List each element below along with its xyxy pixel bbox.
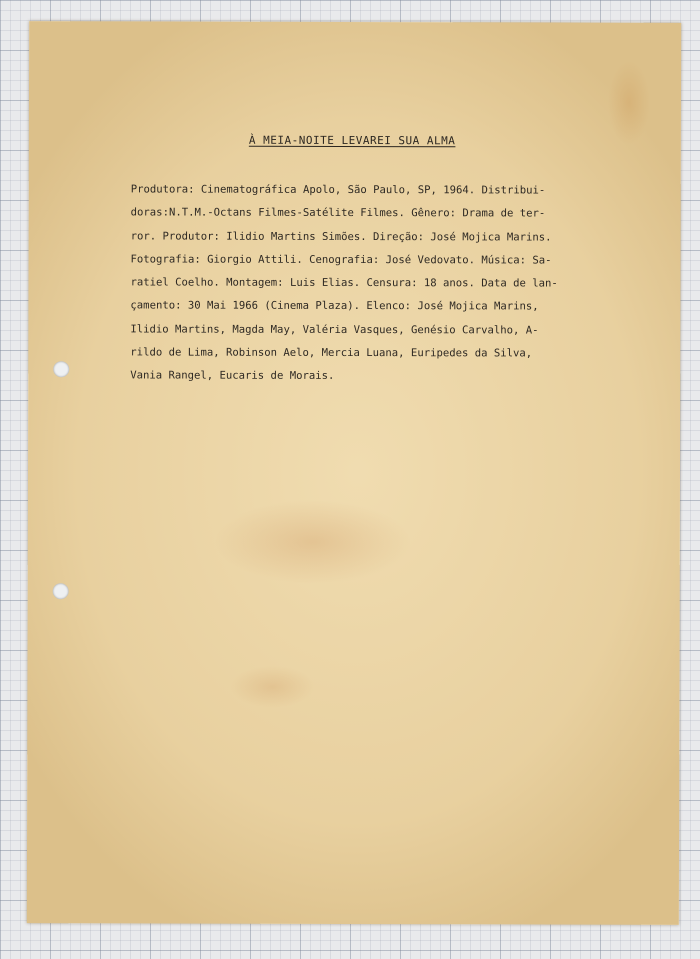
body-line: Fotografia: Giorgio Attili. Cenografia: José Vedovato. Música: Sa- [130, 253, 552, 267]
document-sheet [27, 21, 681, 925]
punch-hole [53, 583, 69, 599]
body-line: ratiel Coelho. Montagem: Luis Elias. Censura: 18 anos. Data de lan- [130, 276, 558, 290]
body-line: Produtora: Cinematográfica Apolo, São Paulo, SP, 1964. Distribui- [130, 183, 546, 197]
document-body [130, 178, 601, 389]
body-line: çamento: 30 Mai 1966 (Cinema Plaza). Elenco: José Mojica Marins, [130, 299, 539, 313]
body-line: rildo de Lima, Robinson Aelo, Mercia Luana, Euripedes da Silva, [130, 346, 533, 360]
body-line: Ilidio Martins, Magda May, Valéria Vasques, Genésio Carvalho, A- [130, 323, 539, 337]
body-line: Vania Rangel, Eucaris de Morais. [130, 369, 335, 383]
body-line: doras:N.T.M.-Octans Filmes-Satélite Filmes. Gênero: Drama de ter- [130, 206, 546, 220]
document-title: À MEIA-NOITE LEVAREI SUA ALMA [248, 133, 456, 148]
body-line: ror. Produtor: Ilidio Martins Simões. Direção: José Mojica Marins. [130, 230, 552, 244]
punch-hole [53, 361, 69, 377]
